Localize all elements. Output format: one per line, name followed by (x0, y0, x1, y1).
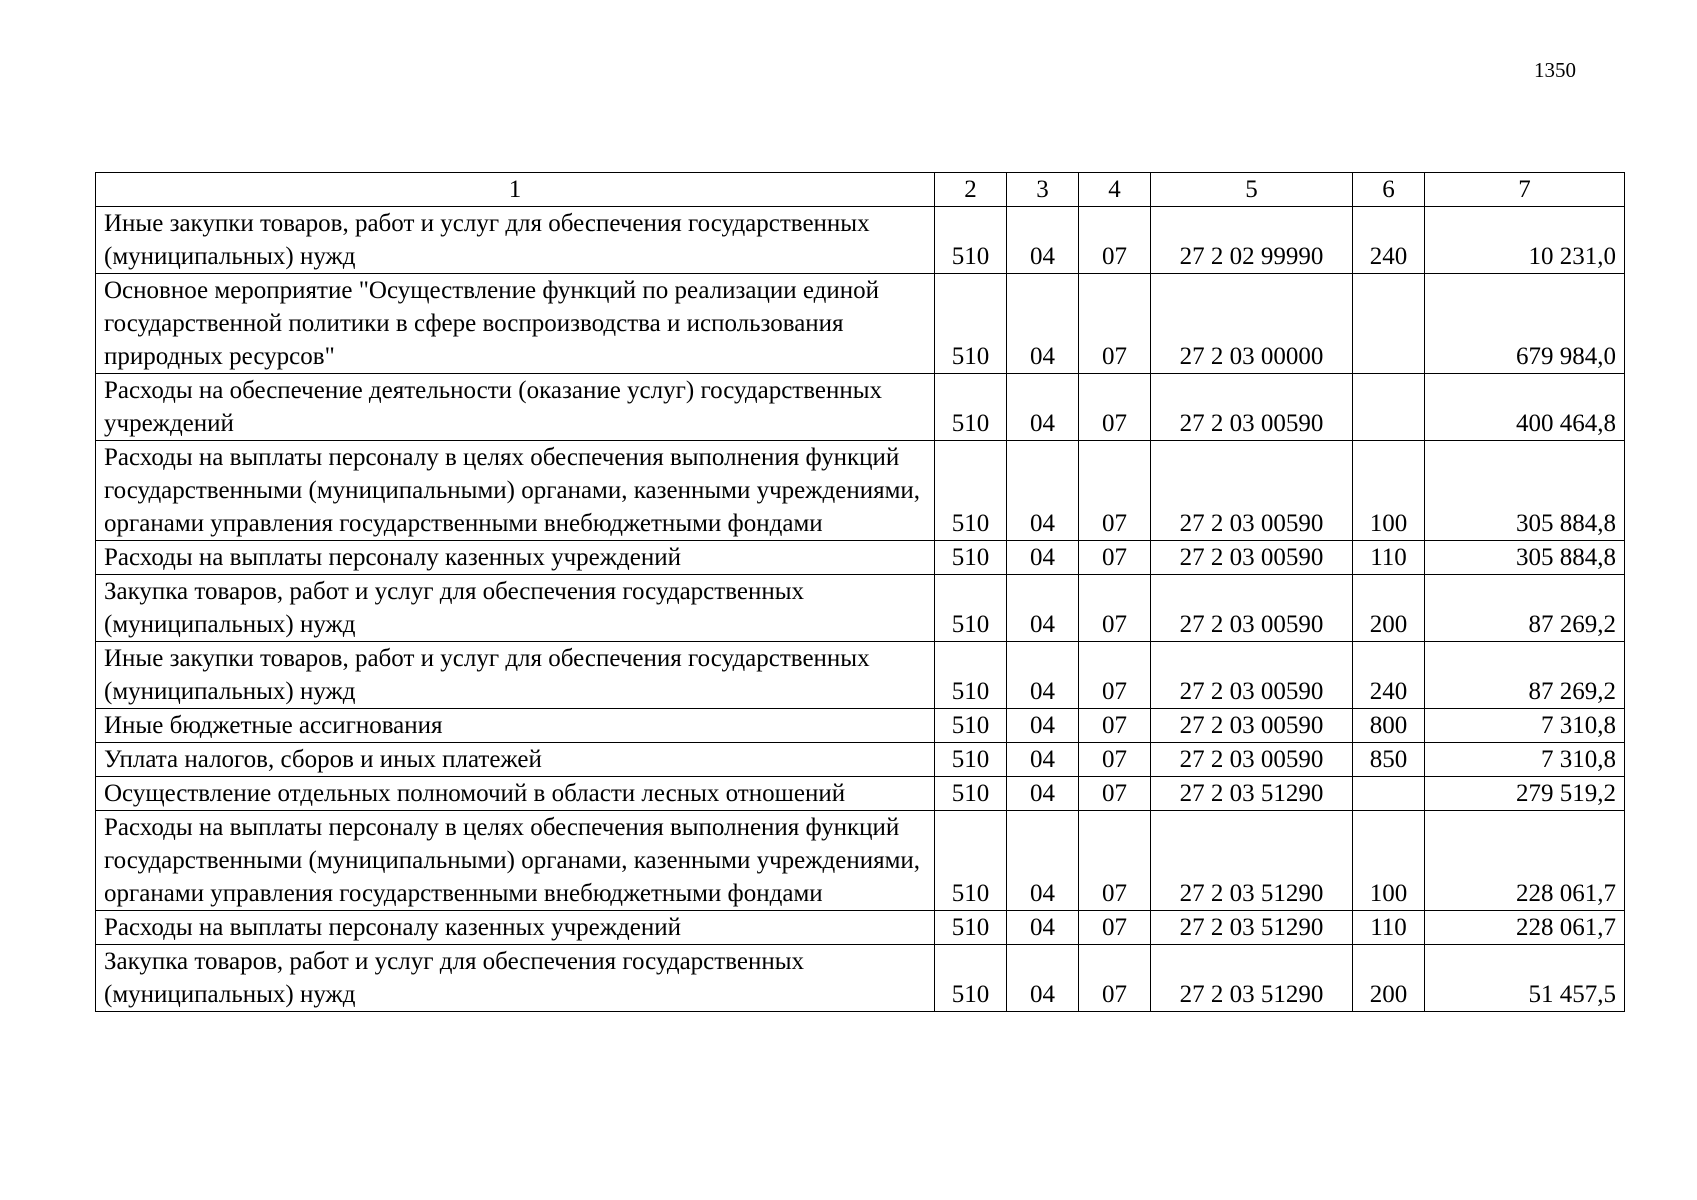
header-col-1: 1 (96, 173, 935, 207)
row-code-ministry: 510 (935, 541, 1007, 575)
row-code-subsection: 07 (1079, 709, 1151, 743)
row-code-subsection: 07 (1079, 374, 1151, 441)
row-code-section: 04 (1007, 207, 1079, 274)
row-amount: 228 061,7 (1425, 811, 1625, 911)
row-code-subsection: 07 (1079, 274, 1151, 374)
row-code-subsection: 07 (1079, 541, 1151, 575)
row-code-target: 27 2 03 00590 (1151, 642, 1353, 709)
row-code-expense-type (1353, 374, 1425, 441)
row-amount: 51 457,5 (1425, 945, 1625, 1012)
row-amount: 400 464,8 (1425, 374, 1625, 441)
budget-table (95, 172, 1625, 1012)
row-code-target: 27 2 03 00590 (1151, 441, 1353, 541)
table-row (96, 207, 1625, 274)
row-name: Иные закупки товаров, работ и услуг для обеспечения государственных (муниципальных) нужд (96, 207, 935, 274)
row-code-subsection: 07 (1079, 911, 1151, 945)
row-amount: 87 269,2 (1425, 642, 1625, 709)
row-code-expense-type: 240 (1353, 207, 1425, 274)
table-row (96, 575, 1625, 642)
row-code-expense-type: 200 (1353, 945, 1425, 1012)
row-code-expense-type: 110 (1353, 911, 1425, 945)
row-code-target: 27 2 03 51290 (1151, 777, 1353, 811)
header-col-4: 4 (1079, 173, 1151, 207)
row-code-target: 27 2 03 00590 (1151, 709, 1353, 743)
header-col-2: 2 (935, 173, 1007, 207)
row-code-section: 04 (1007, 575, 1079, 642)
row-code-target: 27 2 03 00590 (1151, 541, 1353, 575)
row-code-section: 04 (1007, 709, 1079, 743)
row-code-expense-type: 100 (1353, 811, 1425, 911)
row-code-section: 04 (1007, 274, 1079, 374)
row-code-ministry: 510 (935, 777, 1007, 811)
row-code-target: 27 2 03 51290 (1151, 945, 1353, 1012)
table-row (96, 642, 1625, 709)
row-code-ministry: 510 (935, 743, 1007, 777)
row-code-section: 04 (1007, 541, 1079, 575)
table-row (96, 441, 1625, 541)
row-name: Расходы на выплаты персоналу в целях обеспечения выполнения функций государственными (муниципальными) органами, казенными учреждениями, органами управления государственными внебюджетными фондами (96, 811, 935, 911)
row-code-ministry: 510 (935, 811, 1007, 911)
row-code-target: 27 2 03 00590 (1151, 575, 1353, 642)
row-code-target: 27 2 03 51290 (1151, 811, 1353, 911)
row-code-ministry: 510 (935, 374, 1007, 441)
table-row (96, 945, 1625, 1012)
row-code-expense-type: 110 (1353, 541, 1425, 575)
header-col-6: 6 (1353, 173, 1425, 207)
row-name: Основное мероприятие "Осуществление функций по реализации единой государственной политики в сфере воспроизводства и использования природных ресурсов" (96, 274, 935, 374)
table-row (96, 911, 1625, 945)
row-code-ministry: 510 (935, 709, 1007, 743)
row-code-subsection: 07 (1079, 642, 1151, 709)
row-code-expense-type (1353, 274, 1425, 374)
row-code-section: 04 (1007, 777, 1079, 811)
row-amount: 305 884,8 (1425, 541, 1625, 575)
row-code-subsection: 07 (1079, 811, 1151, 911)
row-amount: 305 884,8 (1425, 441, 1625, 541)
row-code-expense-type (1353, 777, 1425, 811)
row-code-subsection: 07 (1079, 777, 1151, 811)
row-amount: 7 310,8 (1425, 709, 1625, 743)
row-name: Осуществление отдельных полномочий в области лесных отношений (96, 777, 935, 811)
row-code-expense-type: 850 (1353, 743, 1425, 777)
row-name: Закупка товаров, работ и услуг для обеспечения государственных (муниципальных) нужд (96, 945, 935, 1012)
row-code-expense-type: 200 (1353, 575, 1425, 642)
row-name: Расходы на обеспечение деятельности (оказание услуг) государственных учреждений (96, 374, 935, 441)
row-code-subsection: 07 (1079, 743, 1151, 777)
row-amount: 10 231,0 (1425, 207, 1625, 274)
row-code-subsection: 07 (1079, 575, 1151, 642)
row-code-target: 27 2 03 00000 (1151, 274, 1353, 374)
row-amount: 279 519,2 (1425, 777, 1625, 811)
row-code-subsection: 07 (1079, 441, 1151, 541)
table-row (96, 374, 1625, 441)
row-code-section: 04 (1007, 945, 1079, 1012)
row-amount: 228 061,7 (1425, 911, 1625, 945)
table-header-row (96, 173, 1625, 207)
row-code-ministry: 510 (935, 575, 1007, 642)
table-row (96, 811, 1625, 911)
row-code-target: 27 2 03 51290 (1151, 911, 1353, 945)
row-amount: 87 269,2 (1425, 575, 1625, 642)
row-code-subsection: 07 (1079, 945, 1151, 1012)
row-amount: 679 984,0 (1425, 274, 1625, 374)
row-code-ministry: 510 (935, 441, 1007, 541)
row-code-ministry: 510 (935, 945, 1007, 1012)
row-code-section: 04 (1007, 911, 1079, 945)
row-code-subsection: 07 (1079, 207, 1151, 274)
header-col-3: 3 (1007, 173, 1079, 207)
table-row (96, 709, 1625, 743)
row-code-target: 27 2 03 00590 (1151, 743, 1353, 777)
row-name: Уплата налогов, сборов и иных платежей (96, 743, 935, 777)
row-code-section: 04 (1007, 642, 1079, 709)
row-code-section: 04 (1007, 811, 1079, 911)
row-code-expense-type: 240 (1353, 642, 1425, 709)
row-name: Расходы на выплаты персоналу казенных учреждений (96, 541, 935, 575)
row-code-target: 27 2 03 00590 (1151, 374, 1353, 441)
table-row (96, 541, 1625, 575)
row-code-expense-type: 800 (1353, 709, 1425, 743)
header-col-7: 7 (1425, 173, 1625, 207)
row-name: Иные закупки товаров, работ и услуг для обеспечения государственных (муниципальных) нужд (96, 642, 935, 709)
row-code-section: 04 (1007, 374, 1079, 441)
row-amount: 7 310,8 (1425, 743, 1625, 777)
row-code-target: 27 2 02 99990 (1151, 207, 1353, 274)
row-code-ministry: 510 (935, 274, 1007, 374)
row-code-ministry: 510 (935, 207, 1007, 274)
table-row (96, 274, 1625, 374)
row-name: Закупка товаров, работ и услуг для обеспечения государственных (муниципальных) нужд (96, 575, 935, 642)
row-code-section: 04 (1007, 441, 1079, 541)
header-col-5: 5 (1151, 173, 1353, 207)
row-code-expense-type: 100 (1353, 441, 1425, 541)
row-code-ministry: 510 (935, 642, 1007, 709)
row-name: Расходы на выплаты персоналу казенных учреждений (96, 911, 935, 945)
row-name: Расходы на выплаты персоналу в целях обеспечения выполнения функций государственными (муниципальными) органами, казенными учреждениями, органами управления государственными внебюджетными фондами (96, 441, 935, 541)
row-name: Иные бюджетные ассигнования (96, 709, 935, 743)
row-code-section: 04 (1007, 743, 1079, 777)
table-row (96, 743, 1625, 777)
page-number: 1350 (1534, 58, 1576, 82)
row-code-ministry: 510 (935, 911, 1007, 945)
table-row (96, 777, 1625, 811)
